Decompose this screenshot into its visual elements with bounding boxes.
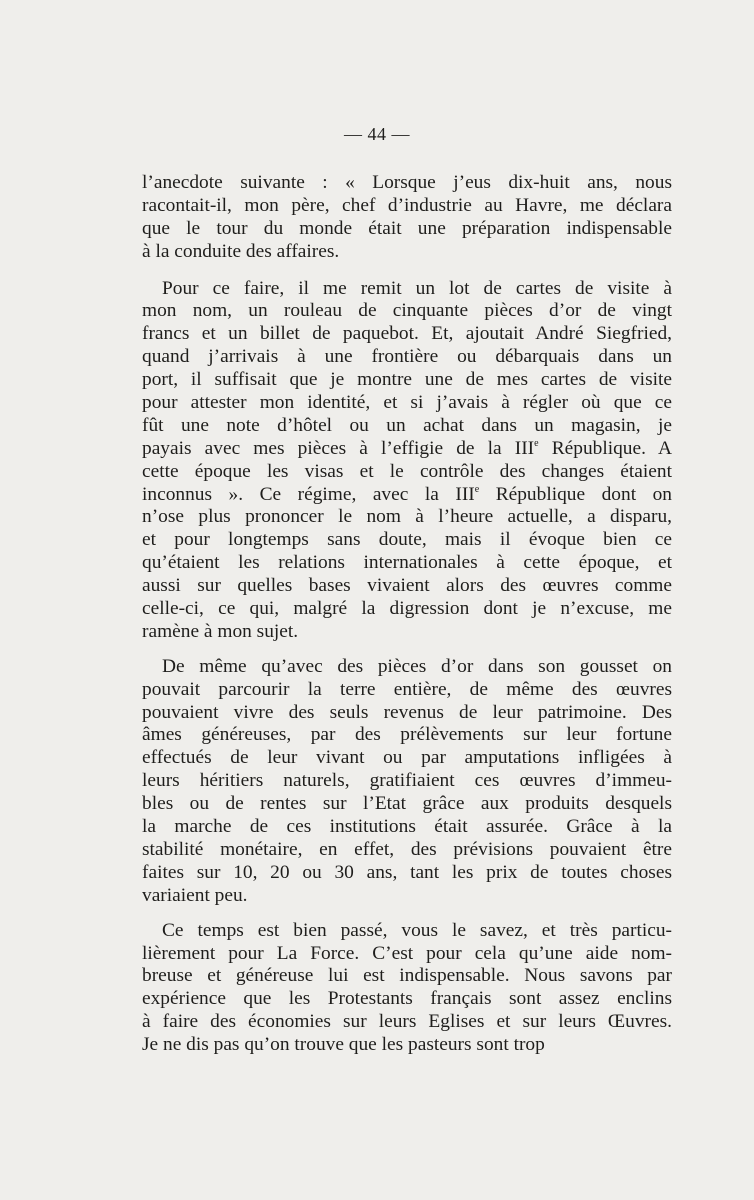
page-number: — 44 — xyxy=(344,124,410,144)
text-line: variaient peu. xyxy=(142,884,248,906)
text-line: celle-ci, ce qui, malgré la digression dont je n’excuse, me xyxy=(142,598,672,620)
paragraph xyxy=(142,656,672,908)
text-line: aussi sur quelles bases vivaient alors des œuvres comme xyxy=(142,575,672,597)
paragraph xyxy=(142,920,672,1057)
text-line: à la conduite des affaires. xyxy=(142,240,340,262)
text-line: quand j’arrivais à une frontière ou débarquais dans un xyxy=(142,346,672,368)
text-line: port, il suffisait que je montre une de mes cartes de visite xyxy=(142,369,672,391)
text-line: inconnus ». Ce régime, avec la IIIe République dont on xyxy=(142,483,672,505)
text-line: mon nom, un rouleau de cinquante pièces d’or de vingt xyxy=(142,300,672,322)
text-line: francs et un billet de paquebot. Et, ajoutait André Siegfried, xyxy=(142,323,672,345)
text-line: effectués de leur vivant ou par amputations infligées à xyxy=(142,747,672,769)
text-line: Je ne dis pas qu’on trouve que les pasteurs sont trop xyxy=(142,1034,545,1056)
text-line: que le tour du monde était une préparation indispensable xyxy=(142,217,672,239)
text-line: racontait-il, mon père, chef d’industrie au Havre, me déclara xyxy=(142,194,672,216)
text-line: faites sur 10, 20 ou 30 ans, tant les prix de toutes choses xyxy=(142,861,672,883)
paragraph xyxy=(142,172,672,264)
text-line: ramène à mon sujet. xyxy=(142,620,299,642)
text-line: lièrement pour La Force. C’est pour cela qu’une aide nom- xyxy=(142,942,672,964)
text-line: payais avec mes pièces à l’effigie de la IIIe République. A xyxy=(142,437,673,459)
text-line: stabilité monétaire, en effet, des prévisions pouvaient être xyxy=(142,838,672,860)
text-line: breuse et généreuse lui est indispensable. Nous savons par xyxy=(142,965,672,987)
text-line: à faire des économies sur leurs Eglises et sur leurs Œuvres. xyxy=(142,1011,672,1033)
body-text xyxy=(142,172,672,1057)
text-line: qu’étaient les relations internationales à cette époque, et xyxy=(142,552,672,574)
text-line: De même qu’avec des pièces d’or dans son gousset on xyxy=(162,655,672,677)
text-line: n’ose plus prononcer le nom à l’heure actuelle, a disparu, xyxy=(142,506,672,528)
text-line: et pour longtemps sans doute, mais il évoque bien ce xyxy=(142,529,672,551)
paragraph xyxy=(142,278,672,644)
text-line: Pour ce faire, il me remit un lot de cartes de visite à xyxy=(162,277,672,299)
text-line: cette époque les visas et le contrôle des changes étaient xyxy=(142,460,672,482)
text-line: l’anecdote suivante : « Lorsque j’eus dix-huit ans, nous xyxy=(142,172,672,193)
text-line: pouvait parcourir la terre entière, de même des œuvres xyxy=(142,678,672,700)
text-line: expérience que les Protestants français sont assez enclins xyxy=(142,988,672,1010)
text-line: leurs héritiers naturels, gratifiaient ces œuvres d’immeu- xyxy=(142,770,672,792)
text-line: Ce temps est bien passé, vous le savez, et très particu- xyxy=(162,919,672,941)
text-line: pouvaient vivre des seuls revenus de leur patrimoine. Des xyxy=(142,701,672,723)
text-line: fût une note d’hôtel ou un achat dans un magasin, je xyxy=(142,414,672,436)
text-line: la marche de ces institutions était assurée. Grâce à la xyxy=(142,816,672,838)
text-line: pour attester mon identité, et si j’avais à régler où que ce xyxy=(142,392,672,414)
text-line: âmes généreuses, par des prélèvements sur leur fortune xyxy=(142,724,672,746)
text-line: bles ou de rentes sur l’Etat grâce aux produits desquels xyxy=(142,793,672,815)
